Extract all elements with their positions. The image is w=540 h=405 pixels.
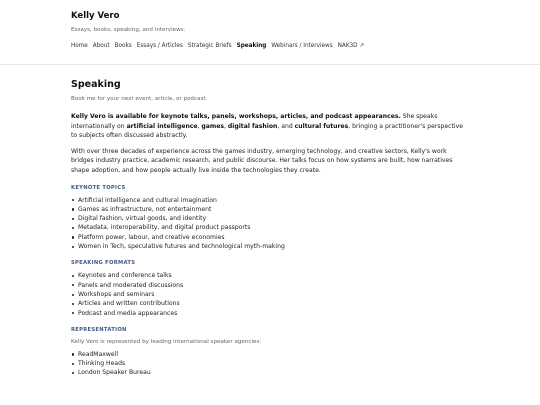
intro-topic-ai: artificial intelligence	[126, 122, 198, 130]
list-item: Platform power, labour, and creative economies	[71, 233, 469, 242]
intro-sep: ,	[224, 122, 228, 130]
intro-topic-cultural-futures: cultural futures	[294, 122, 349, 130]
page-title: Speaking	[71, 79, 121, 90]
nav-books[interactable]: Books	[114, 43, 132, 49]
list-item: Metadata, interoperability, and digital product passports	[71, 223, 469, 232]
intro-sep: ,	[197, 122, 202, 130]
nav-about[interactable]: About	[92, 43, 110, 49]
intro-topic-games: games	[201, 122, 225, 130]
nav-nak3d-external[interactable]: NAK3D ↗	[337, 43, 365, 49]
site-title[interactable]: Kelly Vero	[71, 11, 120, 21]
representation-heading: REPRESENTATION	[71, 326, 127, 333]
nav-webinars-interviews[interactable]: Webinars / Interviews	[271, 43, 333, 49]
speaking-formats-list	[71, 271, 469, 317]
main-nav	[71, 43, 469, 49]
page-subtitle: Book me for your next event, article, or podcast.	[71, 96, 208, 102]
representation-list	[71, 350, 469, 378]
list-item: Podcast and media appearances	[71, 309, 469, 318]
list-item: Workshops and seminars	[71, 290, 469, 299]
list-item: Panels and moderated discussions	[71, 281, 469, 290]
list-item: Artificial intelligence and cultural imagination	[71, 196, 469, 205]
list-item: London Speaker Bureau	[71, 368, 469, 377]
intro-paragraph	[71, 112, 469, 141]
intro-text: , bringing a practitioner's perspective to subjects often discussed abstractly.	[71, 122, 463, 140]
list-item: Games as infrastructure, not entertainment	[71, 205, 469, 214]
list-item: Thinking Heads	[71, 359, 469, 368]
speaking-formats-heading: SPEAKING FORMATS	[71, 260, 136, 267]
main-content	[0, 65, 540, 378]
list-item: Women in Tech, speculative futures and technological myth-making	[71, 242, 469, 251]
keynote-topics-heading: KEYNOTE TOPICS	[71, 184, 126, 191]
nav-speaking[interactable]: Speaking	[236, 43, 267, 49]
nav-essays-articles[interactable]: Essays / Articles	[136, 43, 183, 49]
intro-sep: , and	[277, 122, 295, 130]
intro-topic-digital-fashion: digital fashion	[227, 122, 278, 130]
nav-home[interactable]: Home	[71, 43, 88, 49]
list-item: Keynotes and conference talks	[71, 271, 469, 280]
list-item: Articles and written contributions	[71, 299, 469, 308]
list-item: ReadMaxwell	[71, 350, 469, 359]
site-header	[0, 0, 540, 65]
site-tagline: Essays, books, speaking, and interviews.	[71, 27, 186, 33]
experience-paragraph: With over three decades of experience across the games industry, emerging technology, and creative sectors, Kelly's work bridges industry practice, academic research, and public discourse. Her talks focus on how systems are built, how narratives shape adoption, and how people actually live inside the technologies they create.	[71, 147, 453, 174]
intro-text: She speaks internationally on	[71, 113, 438, 130]
keynote-topics-list	[71, 196, 469, 252]
nav-strategic-briefs[interactable]: Strategic Briefs	[187, 43, 232, 49]
intro-availability: Kelly Vero is available for keynote talks, panels, workshops, articles, and podcast appearances.	[71, 113, 401, 120]
representation-note: Kelly Vero is represented by leading international speaker agencies:	[71, 338, 262, 345]
list-item: Digital fashion, virtual goods, and identity	[71, 214, 469, 223]
